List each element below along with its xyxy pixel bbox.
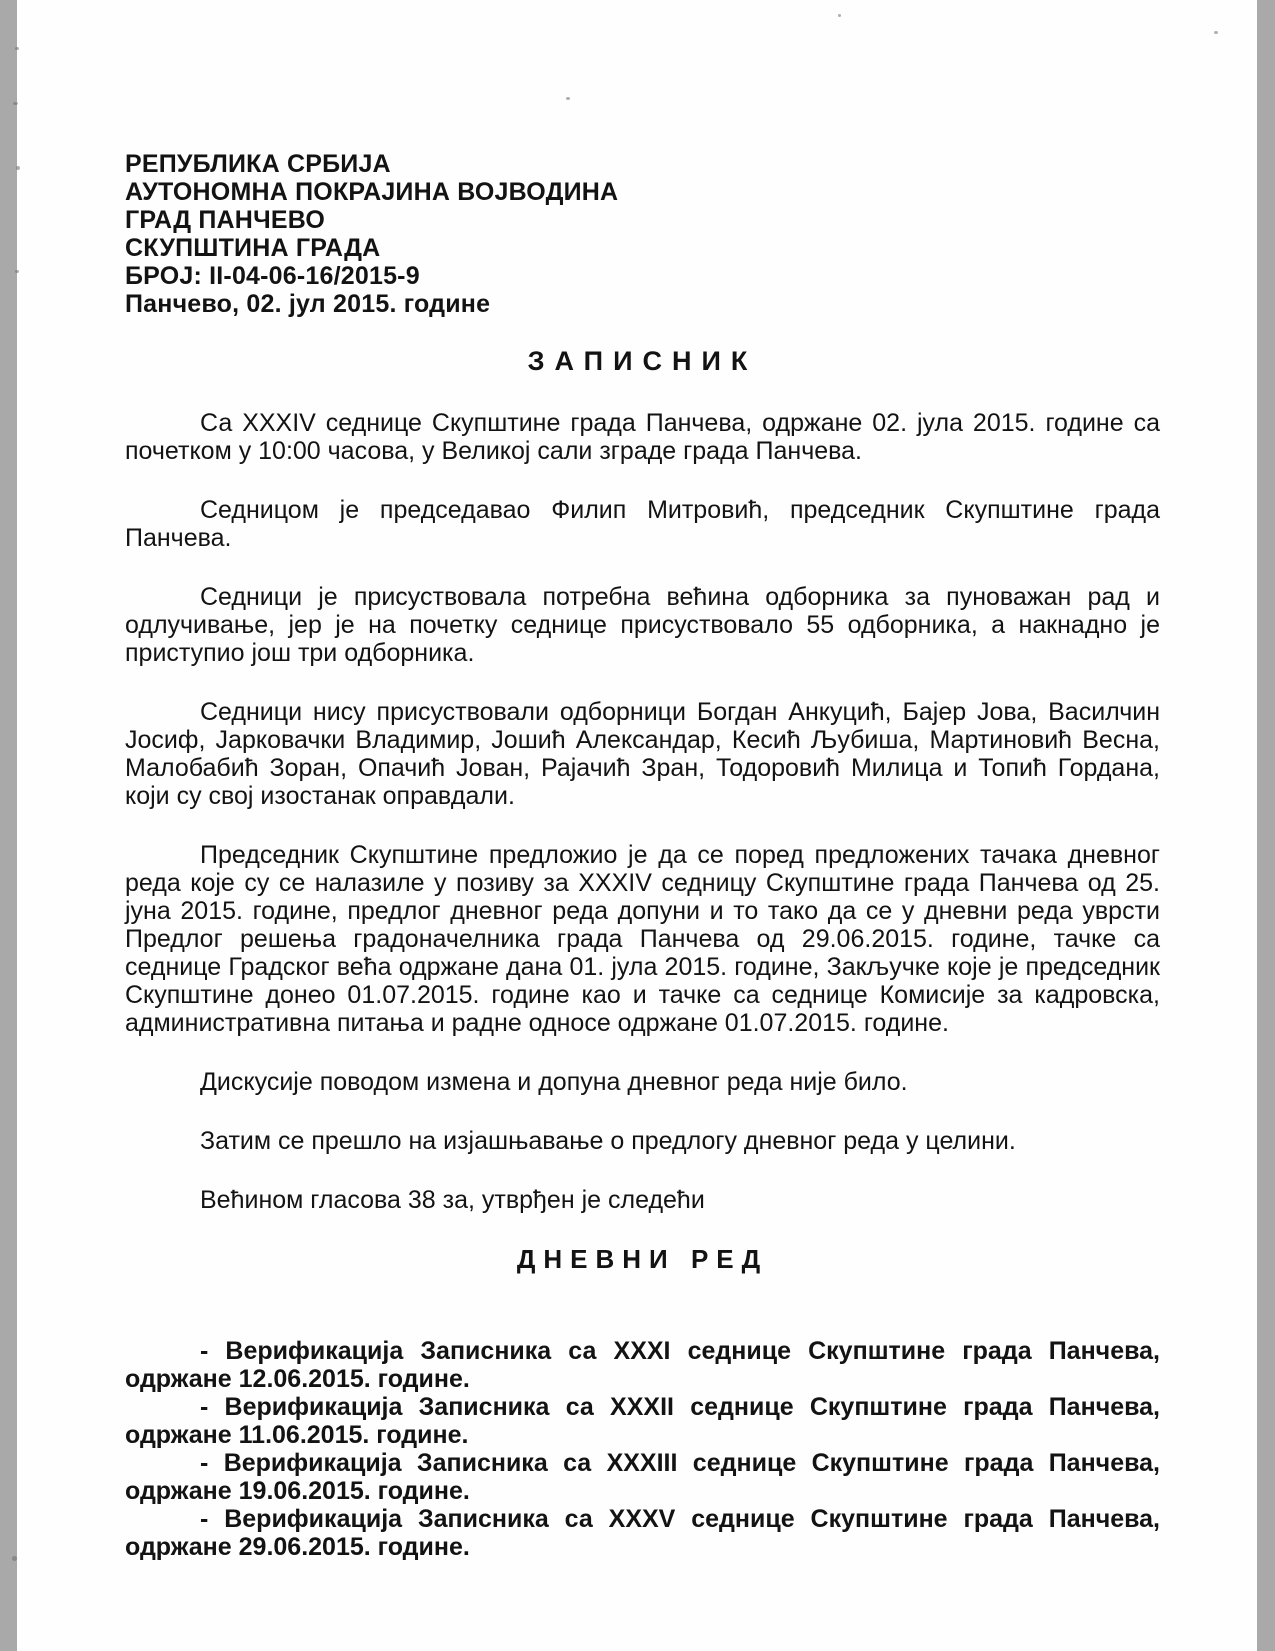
paragraph-no-discussion: Дискусије поводом измена и допуна дневног реда није било.: [200, 1068, 908, 1096]
scan-edge-left: [0, 0, 17, 1651]
paragraph-voting-intro: Затим се прешло на изјашњавање о предлогу дневног реда у целини.: [200, 1127, 1016, 1155]
scan-speck: [1214, 31, 1218, 34]
agenda-heading: ДНЕВНИ РЕД: [516, 1244, 769, 1274]
paragraph-chairman: Седницом је председавао Филип Митровић, председник Скупштине града Панчева.: [125, 496, 1160, 552]
scan-speck: [838, 14, 841, 17]
paragraph-quorum: Седници је присуствовала потребна већина одборника за пуноважан рад и одлучивање, јер је на почетку седнице присуствовало 55 одборника, а накнадно је приступио још три одборника.: [125, 583, 1160, 667]
agenda-list: [125, 1337, 1160, 1561]
paragraph-vote-result: Већином гласова 38 за, утврђен је следећи: [200, 1186, 705, 1214]
letterhead-line-republic: РЕПУБЛИКА СРБИЈА: [125, 150, 391, 178]
paragraph-agenda-proposal: Председник Скупштине предложио је да се поред предложених тачака дневног реда које су се налазиле у позиву за XXXIV седницу Скупштине града Панчева од 25. јуна 2015. године, предлог дневног реда допуни и то тако да се у дневни реда уврсти Предлог решења градоначелника града Панчева од 29.06.2015. године, тачке са седнице Градског већа одржане дана 01. јула 2015. године, Закључке које је председник Скупштине донео 01.07.2015. године као и тачке са седнице Комисије за кадровска, административна питања и радне односе одржане 01.07.2015. године.: [125, 841, 1160, 1037]
letterhead-line-assembly: СКУПШТИНА ГРАДА: [125, 234, 381, 262]
agenda-item-verification-xxxii: - Верификација Записника са XXXII седнице Скупштине града Панчева, одржане 11.06.2015. године.: [125, 1393, 1160, 1449]
scan-speck: [13, 102, 18, 105]
agenda-item-verification-xxxi: - Верификација Записника са XXXI седнице Скупштине града Панчева, одржане 12.06.2015. године.: [125, 1337, 1160, 1393]
paragraph-session-info: Са XXXIV седнице Скупштине града Панчева, одржане 02. јула 2015. године са почетком у 10:00 часова, у Великој сали зграде града Панчева.: [125, 409, 1160, 465]
letterhead-line-place-date: Панчево, 02. јул 2015. године: [125, 290, 491, 318]
document-title: ЗАПИСНИК: [527, 346, 758, 376]
agenda-item-verification-xxxv: - Верификација Записника са XXXV седнице Скупштине града Панчева, одржане 29.06.2015. године.: [125, 1505, 1160, 1561]
letterhead-line-province: АУТОНОМНА ПОКРАЈИНА ВОЈВОДИНА: [125, 178, 619, 206]
scan-speck: [12, 1556, 17, 1561]
scan-speck: [16, 166, 20, 170]
document-content: [125, 150, 1160, 1561]
paragraph-absent-councilors: Седници нису присуствовали одборници Богдан Анкуцић, Бајер Јова, Василчин Јосиф, Јарковачки Владимир, Јошић Александар, Кесић Љубиша, Мартиновић Весна, Малобабић Зоран, Опачић Јован, Рајачић Зран, Тодоровић Милица и Топић Гордана, који су свој изостанак оправдали.: [125, 698, 1160, 810]
agenda-item-verification-xxxiii: - Верификација Записника са XXXIII седнице Скупштине града Панчева, одржане 19.06.2015. године.: [125, 1449, 1160, 1505]
scan-speck: [15, 47, 19, 50]
scan-speck: [566, 97, 570, 100]
letterhead-line-city: ГРАД ПАНЧЕВО: [125, 206, 325, 234]
letterhead-line-number: БРОЈ: II-04-06-16/2015-9: [125, 262, 420, 290]
letterhead: [125, 150, 1160, 318]
scan-edge-right: [1257, 0, 1275, 1651]
scan-speck: [15, 270, 19, 273]
